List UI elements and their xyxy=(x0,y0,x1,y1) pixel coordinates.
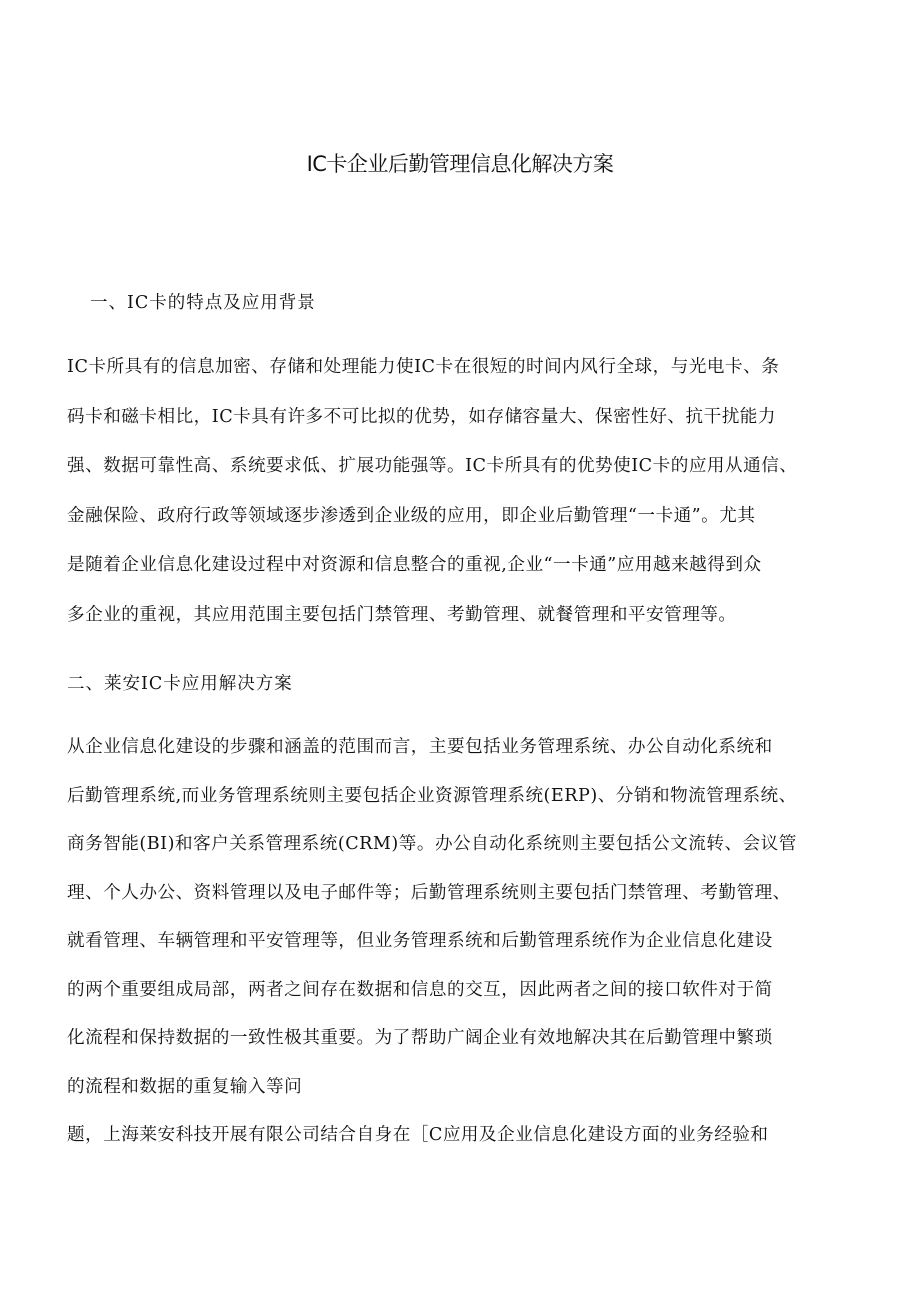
paragraph-line: IC卡所具有的信息加密、存储和处理能力使IC卡在很短的时间内风行全球，与光电卡、条 xyxy=(67,357,780,377)
paragraph-line: 理、个人办公、资料管理以及电子邮件等；后勤管理系统则主要包括门禁管理、考勤管理、 xyxy=(67,882,791,903)
paragraph-line: 的流程和数据的重复输入等问 xyxy=(67,1076,303,1097)
paragraph-line: 化流程和保持数据的一致性极其重要。为了帮助广阔企业有效地解决其在后勤管理中繁琐 xyxy=(67,1028,773,1048)
document-title: IC卡企业后勤管理信息化解决方案 xyxy=(306,152,614,176)
paragraph-line: 后勤管理系统,而业务管理系统则主要包括企业资源管理系统(ERP)、分销和物流管理系统、 xyxy=(67,785,797,806)
paragraph-line: 多企业的重视，其应用范围主要包括门禁管理、考勤管理、就餐管理和平安管理等。 xyxy=(67,604,737,625)
paragraph-line: 商务智能(BI)和客户关系管理系统(CRM)等。办公自动化系统则主要包括公文流转、会议管 xyxy=(67,834,797,854)
paragraph-line: 金融保险、政府行政等领域逐步渗透到企业级的应用，即企业后勤管理“一卡通”。尤其 xyxy=(67,505,756,526)
section-1-paragraph xyxy=(67,343,857,640)
paragraph-line: 从企业信息化建设的步骤和涵盖的范围而言，主要包括业务管理系统、办公自动化系统和 xyxy=(67,737,773,757)
paragraph-line: 强、数据可靠性高、系统要求低、扩展功能强等。IC卡所具有的优势使IC卡的应用从通信、 xyxy=(67,456,798,476)
paragraph-line: 的两个重要组成局部，两者之间存在数据和信息的交互，因此两者之间的接口软件对于简 xyxy=(67,979,773,1000)
section-2-heading: 二、莱安IC卡应用解决方案 xyxy=(67,674,293,694)
section-1-heading: 一、IC卡的特点及应用背景 xyxy=(90,293,316,313)
section-2-continuation xyxy=(67,1111,857,1159)
paragraph-line: 是随着企业信息化建设过程中对资源和信息整合的重视,企业“一卡通”应用越来越得到众 xyxy=(67,555,762,575)
paragraph-line: 题，上海莱安科技开展有限公司结合自身在［C应用及企业信息化建设方面的业务经验和 xyxy=(67,1125,769,1145)
paragraph-line: 码卡和磁卡相比，IC卡具有许多不可比拟的优势，如存储容量大、保密性好、抗干扰能力 xyxy=(67,406,776,427)
paragraph-line: 就看管理、车辆管理和平安管理等，但业务管理系统和后勤管理系统作为企业信息化建设 xyxy=(67,931,773,951)
section-2-paragraph xyxy=(67,723,857,1111)
